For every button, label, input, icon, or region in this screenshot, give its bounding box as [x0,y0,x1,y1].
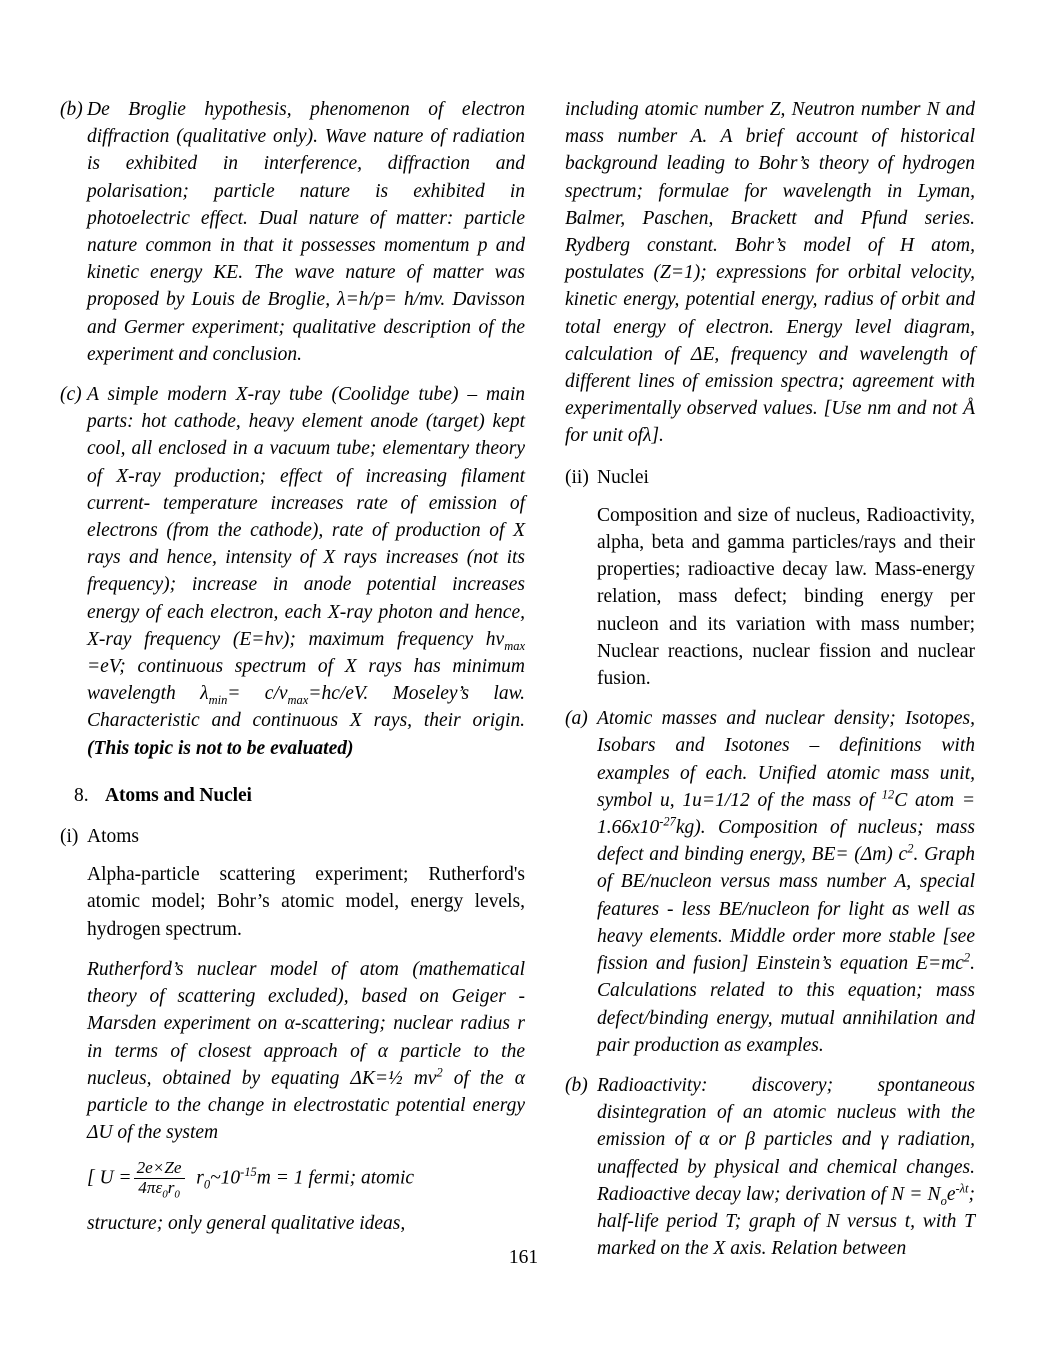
radioactivity-text-3: ; half-life period T; graph of N versus t, with T marked on the X axis. Relation between [597,1183,975,1260]
subscript-max-1: max [504,638,525,653]
not-evaluated-note: (This topic is not to be evaluated) [87,737,354,759]
atomic-structure-line: structure; only general qualitative ideas, [87,1213,406,1235]
atoms-continuation-paragraph: including atomic number Z, Neutron number N and mass number A. A brief account of historical background leading to Bohr’s theory of hydrogen spectrum; formulae for wavelength in Lyman, Balmer, Paschen, Brackett and Pfund series. Rydberg constant. Bohr’s model of H atom, postulates (Z=1); expressions for orbital velocity, kinetic energy, potential energy, radius of orbit and total energy of electron. Energy level diagram, calculation of ΔE, frequency and wavelength of different lines of emission spectra; agreement with experimentally observed values. [Use nm and not Å for unit ofλ]. [565,99,975,447]
atomic-mass-text-3: kg). Composition of nucleus; mass defect and binding energy, BE= (Δm) c [597,817,975,866]
superscript-minus-27: -27 [659,814,676,829]
section-heading-row [74,782,525,809]
rutherford-text-1: Rutherford’s nuclear model of atom (mathematical theory of scattering excluded), based on Geiger - Marsden experiment on α-scattering; nuclear radius r in terms of closest approach of α particle to the nucleus, obtained by equating ΔK=½ mv [87,958,525,1089]
atomic-mass-text-2: C atom = 1.66x10 [597,789,975,839]
subsection-title-atoms: Atoms [87,826,140,848]
list-item-content [87,823,525,1237]
subsection-title-nuclei: Nuclei [597,466,649,488]
list-item-text: De Broglie hypothesis, phenomenon of electron diffraction (qualitative only). Wave nature of radiation is exhibited in interference, diffraction and polarisation; particle nature is exhibited in photoelectric effect. Dual nature of matter: particle nature common in that it possesses momentum p and kinetic energy KE. The wave nature of matter was proposed by Louis de Broglie, λ=h/p= h/mv. Davisson and Germer experiment; qualitative description of the experiment and conclusion. [87,99,525,365]
list-item-a-atomic-masses [565,705,975,1059]
superscript-minus-lambda-t: -λt [955,1181,969,1196]
subscript-o: o [940,1193,947,1208]
list-marker: (ii) [565,466,589,488]
formula-tail-power-base: ~10 [210,1167,241,1189]
radioactivity-text-2: e [946,1183,956,1205]
page-number: 161 [508,1247,539,1268]
list-marker: (b) [565,1074,588,1096]
xray-text-part-2: =eV; continuous spectrum of X rays has minimum wavelength λ [87,656,525,705]
list-item-i-atoms [60,823,525,1237]
list-item-c-xray-tube [60,381,525,762]
list-item-text [597,1072,975,1262]
superscript-2: 2 [436,1065,443,1080]
fraction-denominator [134,1177,185,1201]
fraction-numerator: 2e×Ze [136,1158,182,1178]
radioactivity-text-1: Radioactivity: discovery; spontaneous disintegration of an atomic nucleus with the emission of α or β particles and γ radiation, unaffected by physical and chemical changes. Radioactive decay law; derivation of N = N [597,1074,975,1205]
atomic-mass-text-4: . Graph of BE/nucleon versus mass number A, special features - less BE/nucleon for light as well as heavy elements. Middle order more stable [see fission and fusion] Einstein’s equation E=mc [597,844,976,975]
subscript-max-2: max [287,693,309,708]
rutherford-text-2: of the α particle to the change in electrostatic potential energy ΔU of the system [87,1067,525,1144]
superscript-12: 12 [881,787,895,802]
denominator-r: r [167,1177,175,1197]
fraction-2eZe-over-4pi-eps0-r0 [134,1158,185,1201]
superscript-2-delta-m: 2 [907,841,914,856]
subscript-min: min [208,693,228,708]
xray-text-part-3: = c/ν [227,683,288,705]
list-item-text [597,705,975,1059]
list-item-b-radioactivity [565,1072,975,1262]
list-item-b-de-broglie [60,96,525,368]
list-marker: (i) [60,826,79,848]
list-marker: (b) [60,99,83,120]
xray-text-part-4: =hc/eV. Moseley’s law. Characteristic and continuous X rays, their origin. [87,683,525,732]
xray-text-part-1: A simple modern X-ray tube (Coolidge tube) – main parts: hot cathode, heavy element anode (target) kept cool, all enclosed in a vacuum tube; elementary theory of X-ray production; effect of increasing filament current- temperature increases rate of emission of electrons (from the cathode), rate of production of X rays and hence, intensity of X rays increases (not its frequency); increase in anode potential increases energy of each electron, each X-ray photon and hence, X-ray frequency (E=hν); maximum frequency hν [87,384,525,650]
list-marker: (c) [60,384,82,406]
atoms-italic-paragraph [87,956,525,1146]
superscript-minus-15: -15 [240,1165,257,1180]
formula-tail-fermi: m = 1 fermi; atomic [256,1167,415,1189]
list-item-text [87,381,525,762]
list-item-content [597,464,975,693]
section-8-block [74,782,525,809]
atoms-upright-paragraph: Alpha-particle scattering experiment; Rutherford's atomic model; Bohr’s atomic model, energy levels, hydrogen spectrum. [87,864,525,940]
nuclei-upright-paragraph: Composition and size of nucleus, Radioactivity, alpha, beta and gamma particles/rays and their properties; radioactive decay law. Mass-energy relation, mass defect; binding energy per nucleon and its variation with mass number; Nuclear reactions, nuclear fission and nuclear fusion. [597,504,975,690]
formula-tail-sub-0: 0 [203,1177,211,1192]
superscript-2-emc2: 2 [963,950,971,965]
formula-lead: [ U = [87,1167,132,1189]
atomic-mass-text-1: Atomic masses and nuclear density; Isotopes, Isobars and Isotones – definitions with examples of each. Unified atomic mass unit, symbol u, 1u=1/12 of the mass of [597,708,975,811]
atomic-mass-text-5: . Calculations related to this equation; mass defect/binding energy, mutual annihilation and pair production as examples. [597,953,975,1056]
potential-energy-formula [87,1158,525,1201]
denominator-4pi-eps: 4πε [138,1177,163,1197]
right-column [565,96,975,1262]
page-title: Atoms and Nuclei [105,784,252,806]
list-item-ii-nuclei [565,464,975,693]
denominator-sub-0a: 0 [162,1188,168,1201]
formula-tail-r: r [196,1167,204,1189]
section-number: 8. [74,784,89,806]
list-marker: (a) [565,708,588,730]
left-column [60,96,525,1238]
denominator-sub-0b: 0 [174,1188,180,1201]
